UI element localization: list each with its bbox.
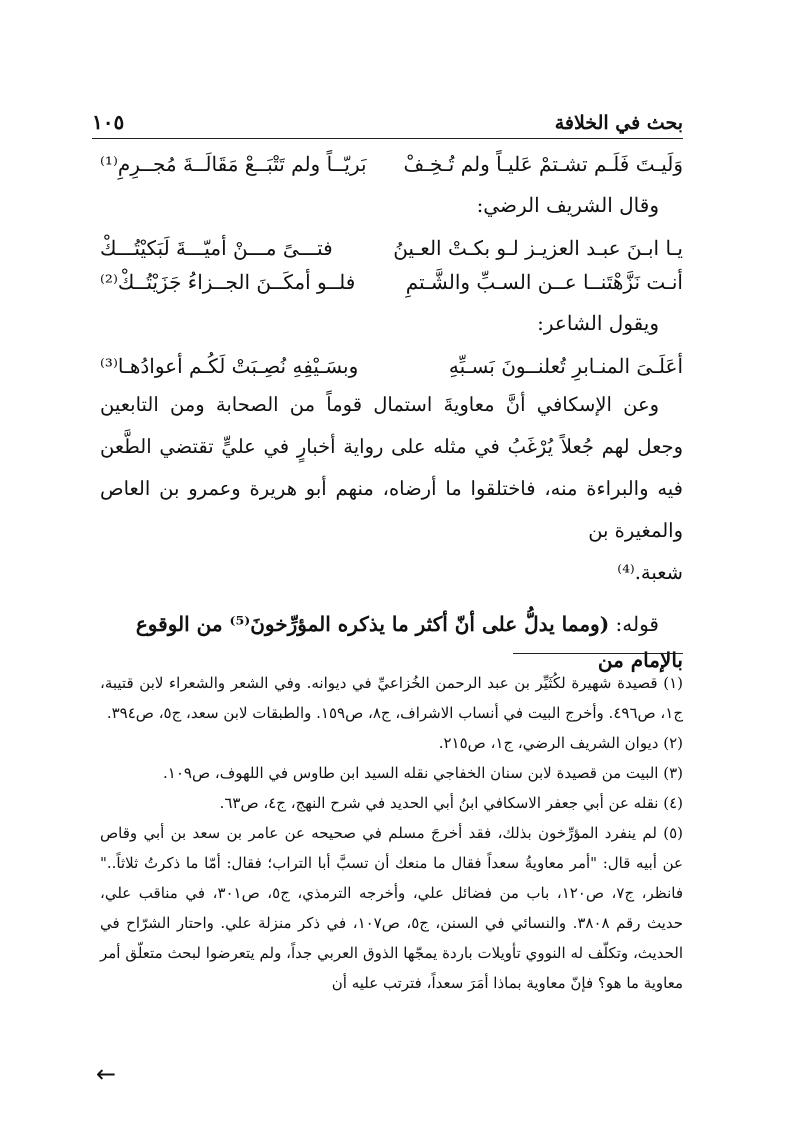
body-paragraph [100, 384, 683, 594]
page-number: ١٠٥ [92, 110, 125, 134]
verse-hemistich-second: بَريّــاً ولم تَتْبَــعْ مَقَالَــةَ مُجــرِمِ⁽¹⁾ [100, 152, 367, 176]
verse-line [100, 232, 683, 264]
footnote: (١) قصيدة شهيرة لكُثَيِّر بن عبد الرحمن الخُزاعيِّ في ديوانه. وفي الشعر والشعراء لابن قتيبة، ج١، ص٤٩٦. وأخرج البيت في أنساب الاشراف، ج٨، ص١٥٩. والطبقات لابن سعد، ج٥، ص٣٩٤. [100, 674, 683, 722]
verse-hemistich-second: وبسَـيْفِهِ نُصِـبَتْ لَكُـم أعوادُهـا⁽³⁾ [100, 354, 359, 378]
quote-text: (ومما يدلُّ على أنّ أكثر ما يذكره المؤرِّخونَ⁽⁵⁾ من الوقوع بالإمام من [135, 612, 683, 672]
verse-line [100, 266, 683, 298]
footnote-separator [513, 653, 683, 654]
running-title: بحث في الخلافة [554, 112, 683, 134]
poet-intro: وقال الشريف الرضي: [476, 193, 659, 217]
footnote: (٤) نقله عن أبي جعفر الاسكافي ابنُ أبي الحديد في شرح النهج، ج٤، ص٦٣. [219, 794, 683, 812]
main-text [100, 148, 683, 678]
verse-hemistich-first: يـا ابـنَ عبـد العزيـز لـو بكـتْ العـينُ [393, 236, 683, 260]
verse-line [100, 350, 683, 382]
quote-prefix: قوله: [615, 612, 659, 636]
footnote: (٣) البيت من قصيدة لابن سنان الخفاجي نقله السيد ابن طاوس في اللهوف، ص١٠٩. [163, 764, 683, 782]
verse-hemistich-second: فلــو أمكَــنَ الجــزاءُ جَزَيْتُــكْ⁽²⁾ [100, 270, 356, 294]
verse-hemistich-first: أنـت نَزَّهْتَنــا عــن السـبِّ والشَّـتمِ [405, 270, 683, 294]
verse-hemistich-first: وَلَيـتَ فَلَـم تشـتمْ عَليـاً ولم تُـخِـفْ [403, 152, 683, 176]
poet-intro: ويقول الشاعر: [537, 311, 659, 335]
footnotes [100, 668, 683, 998]
footnote: (٥) لم ينفرد المؤرِّخون بذلك، فقد أخرجَ مسلم في صحيحه عن عامر بن سعد بن أبي وقاص عن أبيه قال: "أمر معاويةُ سعداً فقال ما منعك أن تسبَّ أبا التراب؛ فقال: أمّا ما ذكرتُ ثلاثاً.." فانظر، ج٧، ص١٢٠، باب من فضائل علي، وأخرجه الترمذي، ج٥، ص٣٠١، في مناقب علي، حديث رقم ٣٨٠٨. والنسائي في السنن، ج٥، ص١٠٧، في ذكر منزلة علي. واحتار الشرّاح في الحديث، وتكلّف له النووي تأويلات باردة يمجّها الذوق العربي جداً، ولم يتعرضوا لبحث متعلّق أمر معاوية ما هو؟ فإنّ معاوية بماذا أمَرَ سعداً، فترتب عليه أن [100, 824, 684, 992]
verse-line [100, 148, 683, 180]
continue-arrow-icon: ← [96, 1060, 117, 1088]
running-header [92, 98, 683, 139]
verse-hemistich-first: أعَلَـىَ المنـابرِ تُعلنــونَ بَسـبِّهِ [448, 354, 683, 378]
paragraph-last-line: شعبة.⁽⁴⁾ [617, 561, 683, 584]
footnote: (٢) ديوان الشريف الرضي، ج١، ص٢١٥. [438, 734, 683, 752]
verse-hemistich-second: فتـــىً مـــنْ أميّـــةَ لَبَكيْتُـــكْ [100, 236, 333, 260]
paragraph-text: وعن الإسكافي أنَّ معاويةَ استمال قوماً من الصحابة ومن التابعين وجعل لهم جُعلاً يُرْغَبُ في مثله على رواية أخبارٍ في عليٍّ تقتضي الطَّعن فيه والبراءة منه، فاختلقوا ما أرضاه، منهم أبو هريرة وعمرو بن العاص والمغيرة بن [100, 393, 683, 542]
